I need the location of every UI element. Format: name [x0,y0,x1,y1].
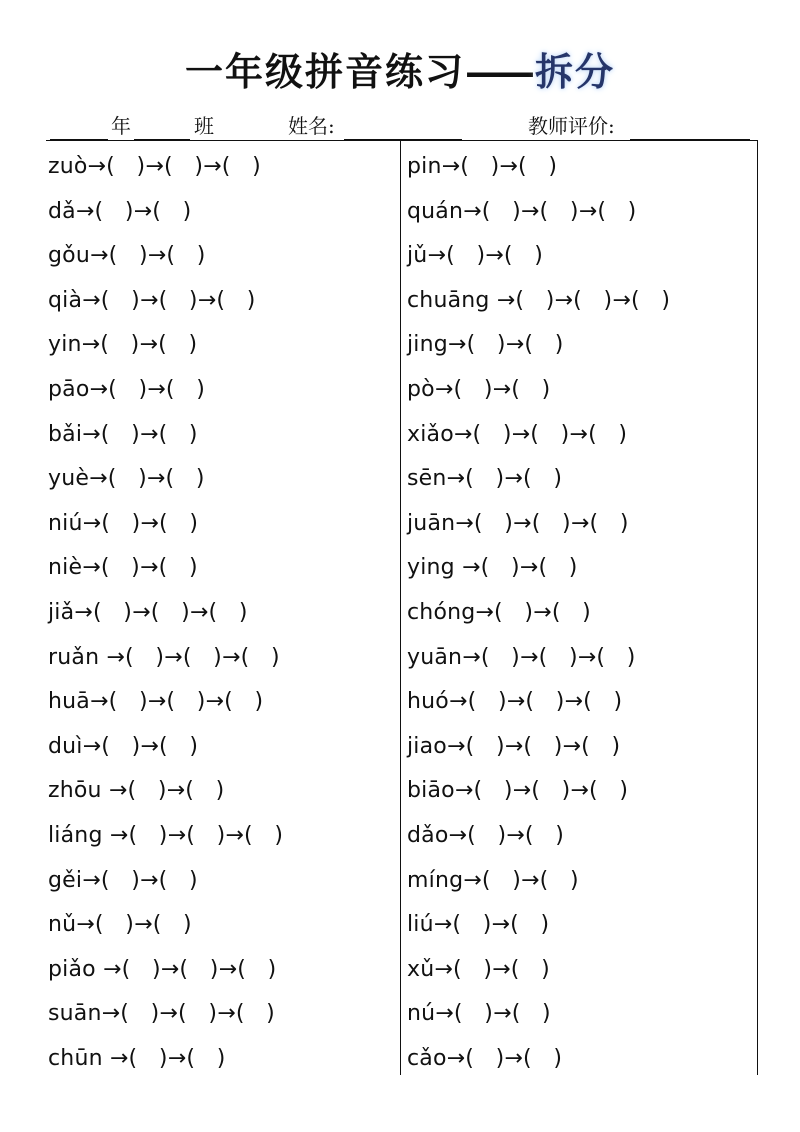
pinyin-split-exercise[interactable]: bǎi→( )→( ) [48,421,198,447]
pinyin-split-exercise[interactable]: liú→( )→( ) [407,912,550,938]
pinyin-split-exercise[interactable]: dǎo→( )→( ) [407,822,565,848]
exercise-table [46,140,758,1077]
teacher-eval-label: 教师评价: [528,114,615,138]
worksheet-title [0,44,800,100]
pinyin-split-exercise[interactable]: xiǎo→( )→( )→( ) [407,421,628,447]
pinyin-split-exercise[interactable]: cǎo→( )→( ) [407,1045,563,1071]
pinyin-split-exercise[interactable]: pò→( )→( ) [407,376,551,402]
table-right-border [757,141,758,1075]
pinyin-split-exercise[interactable]: suān→( )→( )→( ) [48,1001,275,1027]
title-main: 一年级拼音练习 [184,49,465,94]
pinyin-split-exercise[interactable]: yuè→( )→( ) [48,466,205,492]
pinyin-split-exercise[interactable]: ying →( )→( ) [407,555,578,581]
grade-label: 年 [111,114,131,138]
pinyin-split-exercise[interactable]: xǔ→( )→( ) [407,956,550,982]
pinyin-split-exercise[interactable]: duì→( )→( ) [48,733,199,759]
pinyin-split-exercise[interactable]: jiǎ→( )→( )→( ) [48,599,248,625]
pinyin-split-exercise[interactable]: sēn→( )→( ) [407,466,563,492]
pinyin-split-exercise[interactable]: gěi→( )→( ) [48,867,198,893]
pinyin-split-exercise[interactable]: nú→( )→( ) [407,1001,551,1027]
pinyin-split-exercise[interactable]: juān→( )→( )→( ) [407,510,629,536]
pinyin-split-exercise[interactable]: jiao→( )→( )→( ) [407,733,621,759]
pinyin-split-exercise[interactable]: gǒu→( )→( ) [48,243,206,269]
column-divider [400,141,401,1075]
title-accent: 拆分 [535,49,616,94]
pinyin-split-exercise[interactable]: niè→( )→( ) [48,555,198,581]
name-label: 姓名: [288,114,335,138]
pinyin-split-exercise[interactable]: jing→( )→( ) [407,332,564,358]
pinyin-split-exercise[interactable]: chóng→( )→( ) [407,599,591,625]
pinyin-split-exercise[interactable]: nǔ→( )→( ) [48,912,192,938]
title-dash: —— [465,49,529,94]
pinyin-split-exercise[interactable]: dǎ→( )→( ) [48,198,192,224]
pinyin-split-exercise[interactable]: chuāng →( )→( )→( ) [407,287,671,313]
pinyin-split-exercise[interactable]: chūn →( )→( ) [48,1045,226,1071]
pinyin-split-exercise[interactable]: liáng →( )→( )→( ) [48,822,284,848]
pinyin-split-exercise[interactable]: yuān→( )→( )→( ) [407,644,636,670]
pinyin-split-exercise[interactable]: ruǎn →( )→( )→( ) [48,644,280,670]
pinyin-split-exercise[interactable]: yin→( )→( ) [48,332,198,358]
pinyin-split-exercise[interactable]: pin→( )→( ) [407,154,558,179]
pinyin-split-exercise[interactable]: huó→( )→( )→( ) [407,689,623,715]
pinyin-split-exercise[interactable]: zhōu →( )→( ) [48,778,225,804]
pinyin-split-exercise[interactable]: jǔ→( )→( ) [407,243,544,269]
pinyin-split-exercise[interactable]: quán→( )→( )→( ) [407,198,637,224]
class-label: 班 [194,114,214,138]
student-info-row [48,108,752,140]
pinyin-split-exercise[interactable]: niú→( )→( ) [48,510,199,536]
pinyin-split-exercise[interactable]: qià→( )→( )→( ) [48,287,256,313]
pinyin-split-exercise[interactable]: zuò→( )→( )→( ) [48,154,261,179]
pinyin-split-exercise[interactable]: míng→( )→( ) [407,867,579,893]
left-column [48,145,398,1081]
pinyin-split-exercise[interactable]: pāo→( )→( ) [48,376,206,402]
pinyin-split-exercise[interactable]: huā→( )→( )→( ) [48,689,264,715]
pinyin-split-exercise[interactable]: biāo→( )→( )→( ) [407,778,629,804]
right-column [407,145,757,1081]
pinyin-split-exercise[interactable]: piǎo →( )→( )→( ) [48,956,277,982]
